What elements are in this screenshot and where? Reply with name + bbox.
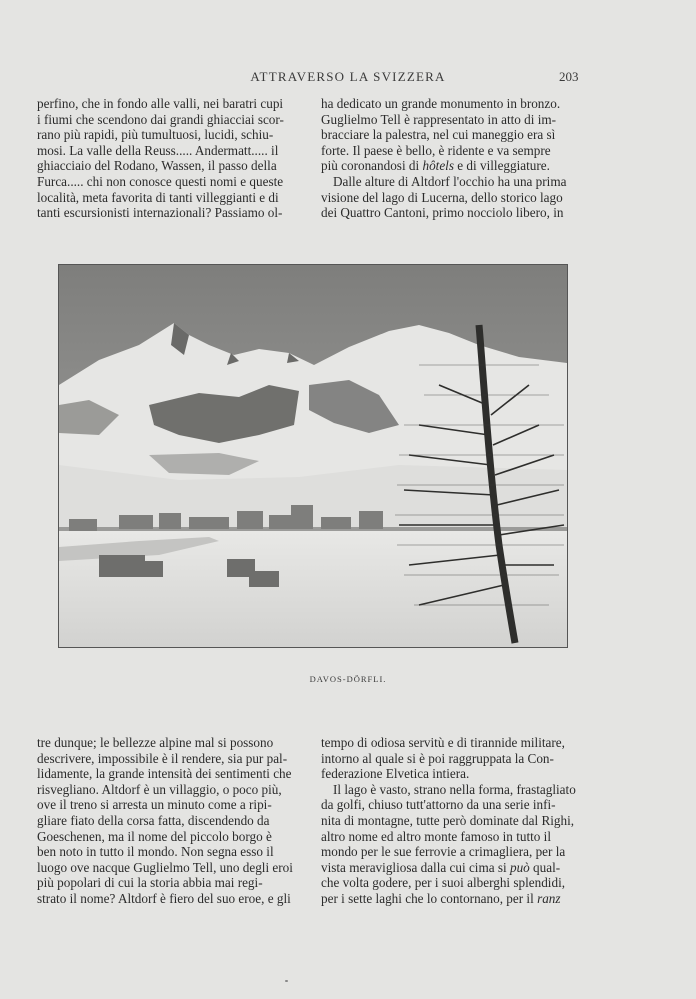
text-line: lidamente, la grande intensità dei sentimenti che — [37, 766, 292, 782]
page-speck — [285, 980, 288, 982]
text-line: più popolari di cui la storia abbia mai regi- — [37, 875, 263, 891]
text-line: forte. Il paese è bello, è ridente e va sempre — [321, 142, 551, 158]
text-line — [321, 860, 591, 876]
running-title: ATTRAVERSO LA SVIZZERA — [250, 69, 446, 84]
text-line: perfino, che in fondo alle valli, nei baratri cupi — [37, 96, 284, 111]
bottom-right-column — [321, 735, 591, 907]
text-line: altro nome ed altro monte famoso in tutto il — [321, 828, 552, 844]
text-line: intorno al quale si è poi raggruppata la Con- — [321, 750, 554, 766]
text-line: luogo ove nacque Guglielmo Tell, uno degli eroi — [37, 859, 293, 875]
text-line: dei Quattro Cantoni, primo nocciolo libero, in — [321, 205, 564, 221]
text-line: gliare fiato della corsa fatta, discendendo da — [37, 812, 270, 828]
text-line: federazione Elvetica intiera. — [321, 766, 470, 782]
italic-word: può — [506, 859, 534, 875]
text-line: mosi. La valle della Reuss..... Andermatt..... il — [37, 142, 279, 158]
text-line: che volta godere, per i suoi alberghi splendidi, — [321, 875, 566, 891]
text-span: più coronandosi di — [321, 158, 423, 174]
text-line: strato il nome? Altdorf è fiero del suo eroe, e gli — [37, 890, 291, 906]
text-line — [321, 891, 591, 907]
text-line: nita di montagne, tutte però dominate dal Righi, — [321, 812, 575, 828]
text-line: Furca..... chi non conosce questi nomi e queste — [37, 173, 284, 189]
text-line — [321, 158, 591, 174]
text-line: Goeschenen, ma il nome del piccolo borgo è — [37, 828, 272, 844]
text-line: i fiumi che scendono dai grandi ghiacciai scor- — [37, 111, 284, 127]
text-line: da golfi, chiuso tutt'attorno da una serie infi- — [321, 797, 556, 813]
text-line: località, meta favorita di tanti villeggianti e di — [37, 189, 279, 205]
italic-word: hôtels — [422, 158, 454, 174]
text-line: mondo per le sue ferrovie a crimagliera, per la — [321, 844, 566, 860]
text-line: descrivere, impossibile è il rendere, sia pur pal- — [37, 750, 288, 766]
davos-landscape-illustration — [59, 265, 567, 647]
text-line: ove il treno si arresta un minuto come a ripi- — [37, 797, 272, 813]
text-span: per i sette laghi che lo contornano, per il — [321, 890, 538, 906]
text-span: vista meravigliosa dalla cui cima si — [321, 859, 507, 875]
illustration-caption: DAVOS-DÖRFLI. — [309, 674, 387, 684]
text-line: visione del lago di Lucerna, dello storico lago — [321, 189, 563, 205]
text-span: e di villeggiature. — [453, 158, 550, 174]
text-line: Guglielmo Tell è rappresentato in atto di im- — [321, 111, 557, 127]
photo-plate — [58, 264, 568, 648]
top-left-column — [37, 96, 307, 221]
text-line: risvegliano. Altdorf è un villaggio, o poco più, — [37, 781, 282, 797]
text-line: tre dunque; le bellezze alpine mal si possono — [37, 735, 274, 750]
top-right-column — [321, 96, 591, 221]
text-line: ghiacciaio del Rodano, Wassen, il passo della — [37, 158, 277, 174]
text-line: tempo di odiosa servitù e di tirannide militare, — [321, 735, 565, 750]
text-span: qual- — [533, 859, 561, 875]
text-line: ha dedicato un grande monumento in bronzo. — [321, 96, 561, 111]
text-line: bracciare la palestra, nel cui maneggio era sì — [321, 127, 556, 143]
bottom-left-column — [37, 735, 307, 907]
paragraph-start-line: Dalle alture di Altdorf l'occhio ha una prima — [333, 173, 567, 189]
text-line: rano più rapidi, più tumultuosi, lucidi, schiu- — [37, 127, 274, 143]
italic-word: ranz — [537, 890, 561, 906]
text-line: ben noto in tutto il mondo. Non segna esso il — [37, 844, 274, 860]
page-number: 203 — [559, 69, 579, 84]
text-line: tanti escursionisti internazionali? Passiamo ol- — [37, 205, 283, 221]
paragraph-start-line: Il lago è vasto, strano nella forma, frastagliato — [333, 781, 576, 797]
